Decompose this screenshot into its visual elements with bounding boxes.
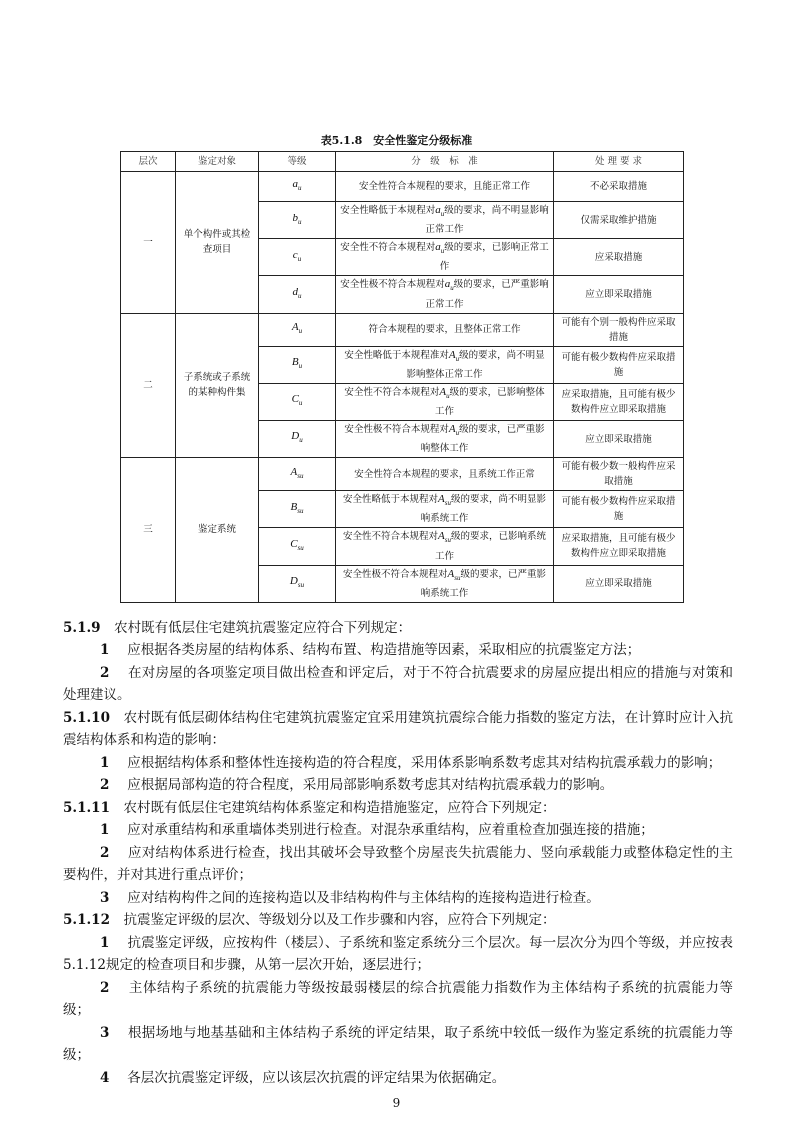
grade-cell: $c_u$ (259, 239, 336, 276)
criteria-cell: 安全性略低于本规程对$A_{su}$级的要求，尚不明显影响系统工作 (336, 491, 554, 528)
paragraph-text: 主体结构子系统的抗震能力等级按最弱楼层的综合抗震能力指数作为主体结构子系统的抗震能力等级； (63, 979, 733, 1019)
action-cell: 可能有极少数构件应采取措施 (554, 491, 684, 528)
header-cell: 处 理 要 求 (554, 152, 684, 172)
criteria-cell: 安全性不符合本规程对$A_u$级的要求，已影响整体工作 (336, 383, 554, 420)
action-cell: 可能有个别一般构件应采取措施 (554, 313, 684, 346)
grade-cell: $C_{su}$ (259, 528, 336, 565)
table-caption: 表5.1.8 安全性鉴定分级标准 (320, 134, 473, 147)
clause-number: 3 (100, 1024, 110, 1041)
list-item (63, 662, 733, 707)
list-item (63, 819, 733, 842)
grade-cell: $d_u$ (259, 276, 336, 313)
clause-number: 1 (100, 822, 110, 839)
criteria-cell: 符合本规程的要求，且整体正常工作 (336, 313, 554, 346)
action-cell: 应采取措施，且可能有极少数构件应立即采取措施 (554, 528, 684, 565)
action-cell: 应采取措施 (554, 239, 684, 276)
list-item (63, 842, 733, 887)
list-item (63, 1022, 733, 1067)
object-cell: 子系统或子系统的某种构件集 (176, 313, 259, 458)
clause-number: 2 (100, 844, 110, 861)
page-number: 9 (392, 1096, 401, 1111)
criteria-cell: 安全性符合本规程的要求，且系统工作正常 (336, 458, 554, 491)
criteria-cell: 安全性略低于本规程准对$A_u$级的要求，尚不明显影响整体正常工作 (336, 346, 554, 383)
criteria-cell: 安全性极不符合本规程对$A_u$级的要求，已严重影响整体工作 (336, 420, 554, 457)
list-item (63, 1067, 733, 1090)
clause-number: 3 (100, 889, 110, 906)
paragraph-text: 应根据结构体系和整体性连接构造的符合程度，采用体系影响系数考虑其对结构抗震承载力的影响； (127, 754, 722, 771)
paragraph-text: 农村既有低层住宅建筑抗震鉴定应符合下列规定： (114, 619, 412, 636)
level-cell: 三 (121, 458, 176, 603)
grade-cell: $A_{su}$ (259, 458, 336, 491)
clause-number: 2 (100, 979, 110, 996)
clause-number: 2 (100, 664, 110, 681)
list-item (63, 887, 733, 910)
action-cell: 应立即采取措施 (554, 565, 684, 602)
grade-cell: $B_{su}$ (259, 491, 336, 528)
action-cell: 仅需采取维护措施 (554, 202, 684, 239)
table-header-row (121, 152, 684, 172)
level-cell: 二 (121, 313, 176, 458)
grade-cell: $b_u$ (259, 202, 336, 239)
clause-number: 5.1.9 (63, 619, 101, 636)
header-cell: 等级 (259, 152, 336, 172)
action-cell: 不必采取措施 (554, 172, 684, 202)
paragraph-text: 应对结构体系进行检查，找出其破坏会导致整个房屋丧失抗震能力、竖向承载能力或整体稳定性的主要构件，并对其进行重点评价； (63, 844, 733, 884)
level-cell: 一 (121, 172, 176, 314)
criteria-cell: 安全性不符合本规程对$a_u$级的要求，已影响正常工作 (336, 239, 554, 276)
criteria-cell: 安全性不符合本规程对$A_{su}$级的要求，已影响系统工作 (336, 528, 554, 565)
object-cell: 单个构件或其检查项目 (176, 172, 259, 314)
safety-grading-table (120, 151, 684, 603)
table-row (121, 172, 684, 202)
grade-cell: $D_u$ (259, 420, 336, 457)
grade-cell: $B_u$ (259, 346, 336, 383)
paragraph-text: 农村既有低层住宅建筑结构体系鉴定和构造措施鉴定，应符合下列规定： (123, 799, 556, 816)
clause-paragraph (63, 617, 733, 640)
clause-number: 5.1.10 (63, 709, 110, 726)
criteria-cell: 安全性极不符合本规程对$a_u$级的要求，已严重影响正常工作 (336, 276, 554, 313)
list-item (63, 977, 733, 1022)
action-cell: 应采取措施，且可能有极少数构件应立即采取措施 (554, 383, 684, 420)
list-item (63, 932, 733, 977)
clause-number: 2 (100, 777, 110, 794)
paragraph-text: 根据场地与地基基础和主体结构子系统的评定结果，取子系统中较低一级作为鉴定系统的抗震能力等级； (63, 1024, 733, 1064)
table-row (121, 458, 684, 491)
clause-number: 4 (100, 1069, 110, 1086)
criteria-cell: 安全性极不符合本规程对$A_{su}$级的要求，已严重影响系统工作 (336, 565, 554, 602)
table-row (121, 313, 684, 346)
object-cell: 鉴定系统 (176, 458, 259, 603)
grade-cell: $A_u$ (259, 313, 336, 346)
paragraph-text: 抗震鉴定评级，应按构件（楼层）、子系统和鉴定系统分三个层次。每一层次分为四个等级，并应按表5.1.12规定的检查项目和步骤，从第一层次开始，逐层进行； (63, 934, 734, 974)
clause-number: 1 (100, 754, 110, 771)
paragraph-text: 在对房屋的各项鉴定项目做出检查和评定后，对于不符合抗震要求的房屋应提出相应的措施与对策和处理建议。 (63, 664, 733, 704)
criteria-cell: 安全性略低于本规程对$a_u$级的要求，尚不明显影响正常工作 (336, 202, 554, 239)
grade-cell: $D_{su}$ (259, 565, 336, 602)
header-cell: 鉴定对象 (176, 152, 259, 172)
clause-paragraph (63, 707, 733, 752)
clause-number: 1 (100, 934, 110, 951)
clause-number: 1 (100, 642, 110, 659)
list-item (63, 774, 733, 797)
clause-number: 5.1.12 (63, 912, 110, 929)
criteria-cell: 安全性符合本规程的要求，且能正常工作 (336, 172, 554, 202)
header-cell: 分 级 标 准 (336, 152, 554, 172)
paragraph-text: 应对承重结构和承重墙体类别进行检查。对混杂承重结构，应着重检查加强连接的措施； (127, 822, 654, 839)
paragraph-text: 农村既有低层砌体结构住宅建筑抗震鉴定宜采用建筑抗震综合能力指数的鉴定方法，在计算时应计入抗震结构体系和构造的影响： (63, 709, 734, 749)
paragraph-text: 应根据局部构造的符合程度，采用局部影响系数考虑其对结构抗震承载力的影响。 (127, 777, 614, 794)
list-item (63, 752, 733, 775)
paragraph-text: 抗震鉴定评级的层次、等级划分以及工作步骤和内容，应符合下列规定： (123, 912, 556, 929)
paragraph-text: 应根据各类房屋的结构体系、结构布置、构造措施等因素，采取相应的抗震鉴定方法； (127, 642, 641, 659)
clause-paragraph (63, 797, 733, 820)
paragraph-text: 应对结构构件之间的连接构造以及非结构构件与主体结构的连接构造进行检查。 (127, 889, 600, 906)
action-cell: 应立即采取措施 (554, 276, 684, 313)
paragraph-text: 各层次抗震鉴定评级，应以该层次抗震的评定结果为依据确定。 (127, 1069, 506, 1086)
action-cell: 可能有极少数一般构件应采取措施 (554, 458, 684, 491)
header-cell: 层次 (121, 152, 176, 172)
clause-paragraph (63, 909, 733, 932)
action-cell: 应立即采取措施 (554, 420, 684, 457)
clause-number: 5.1.11 (63, 799, 110, 816)
list-item (63, 639, 733, 662)
grade-cell: $a_u$ (259, 172, 336, 202)
action-cell: 可能有极少数构件应采取措施 (554, 346, 684, 383)
body-text (63, 617, 733, 1090)
grade-cell: $C_u$ (259, 383, 336, 420)
